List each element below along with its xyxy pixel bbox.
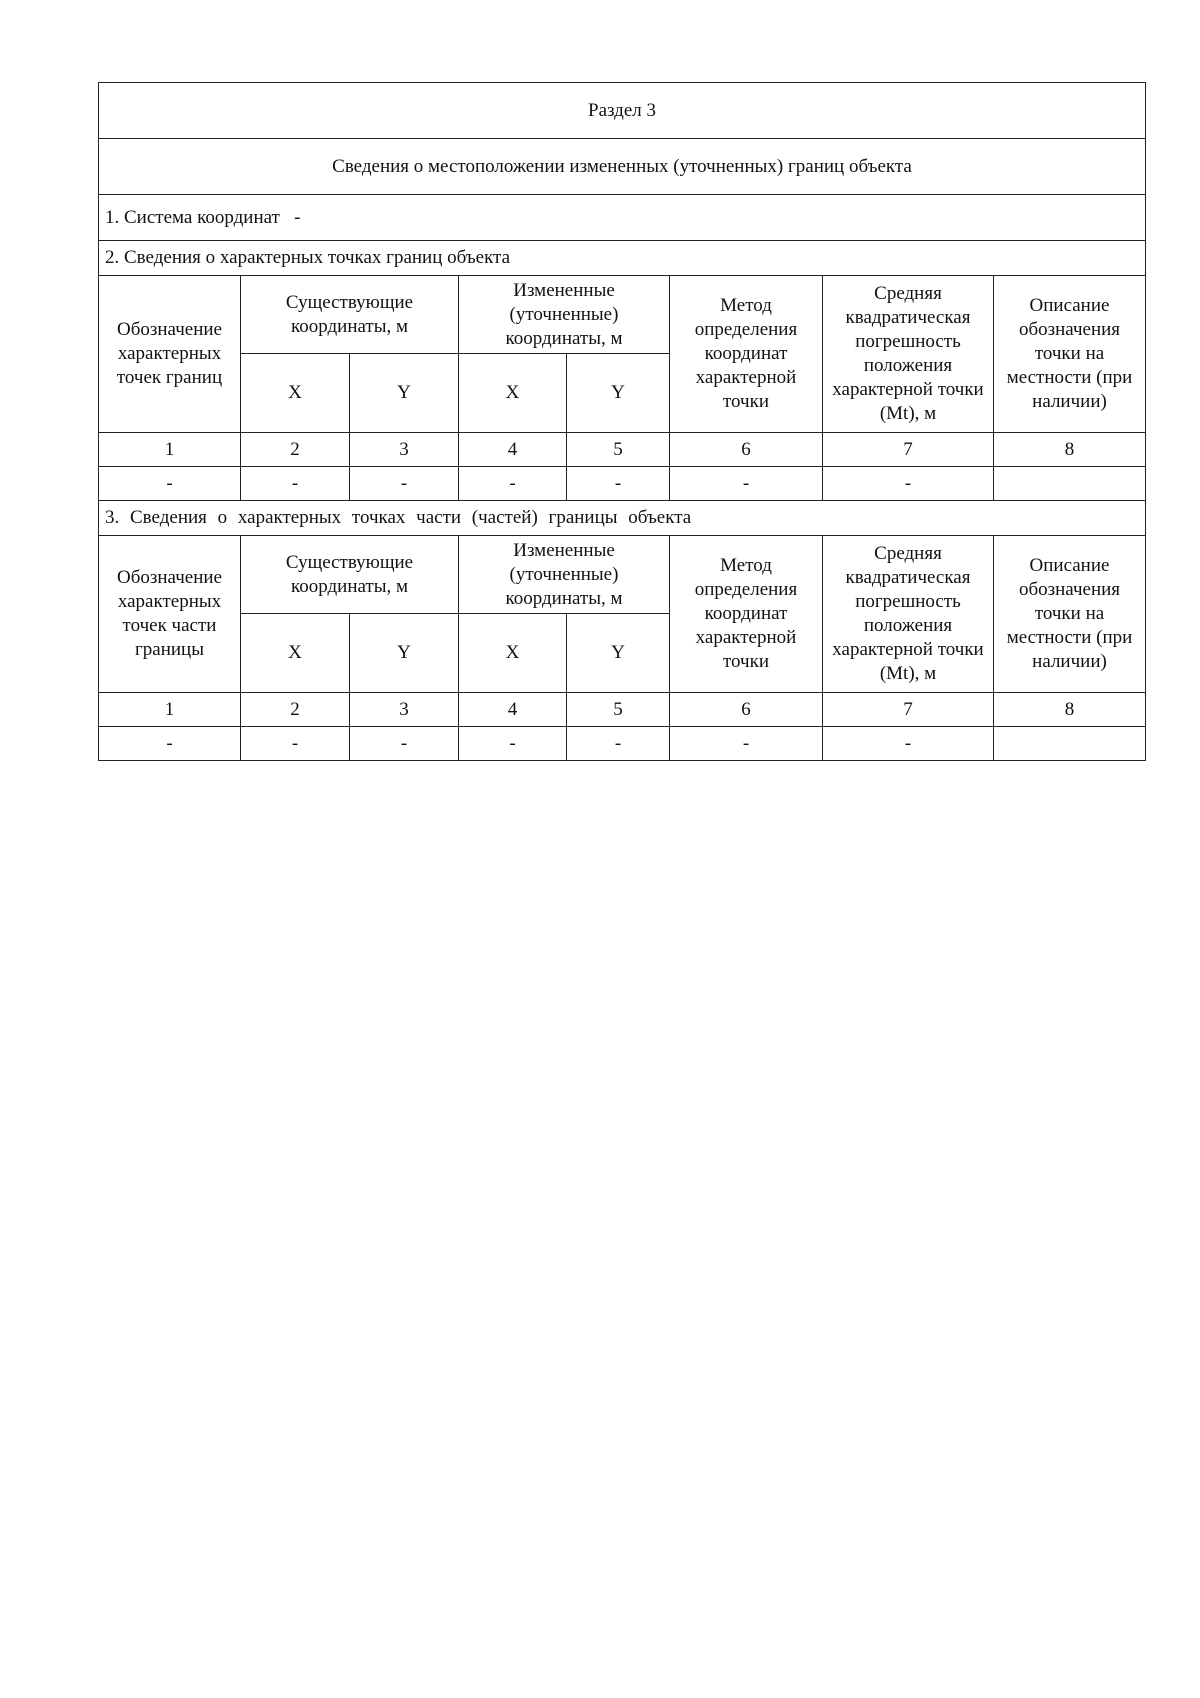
col-changed-x: X xyxy=(459,354,567,433)
table-cell: - xyxy=(350,727,459,761)
column-number: 4 xyxy=(459,693,567,727)
table-cell: - xyxy=(99,727,241,761)
coord-system-value: - xyxy=(294,206,301,228)
col-designation-header: Обозначение характерных точек границ xyxy=(99,276,241,433)
part-col-existing-y: Y xyxy=(350,614,459,693)
boundary-points-heading: 2. Сведения о характерных точках границ объекта xyxy=(99,241,1146,276)
col-method-header: Метод определения координат характерной точки xyxy=(670,276,823,433)
boundary-table xyxy=(98,82,1146,761)
section-subtitle: Сведения о местоположении измененных (уточненных) границ объекта xyxy=(99,139,1146,195)
column-number: 5 xyxy=(567,433,670,467)
table-cell: - xyxy=(567,727,670,761)
section-title: Раздел 3 xyxy=(99,83,1146,139)
column-number: 1 xyxy=(99,693,241,727)
column-number: 2 xyxy=(241,693,350,727)
column-number: 8 xyxy=(994,693,1146,727)
col-changed-header: Измененные (уточненные) координаты, м xyxy=(459,276,670,354)
col-existing-x: X xyxy=(241,354,350,433)
column-number: 3 xyxy=(350,433,459,467)
table-cell: - xyxy=(350,467,459,501)
column-number: 7 xyxy=(823,433,994,467)
table-cell: - xyxy=(459,727,567,761)
column-number-row xyxy=(99,433,1146,467)
part-col-designation-header: Обозначение характерных точек части границы xyxy=(99,536,241,693)
table-cell xyxy=(994,727,1146,761)
table-cell: - xyxy=(670,467,823,501)
table-row xyxy=(99,727,1146,761)
column-number: 7 xyxy=(823,693,994,727)
table-row xyxy=(99,467,1146,501)
table-cell: - xyxy=(670,727,823,761)
column-number: 3 xyxy=(350,693,459,727)
col-existing-y: Y xyxy=(350,354,459,433)
column-number: 2 xyxy=(241,433,350,467)
table-cell: - xyxy=(459,467,567,501)
column-number: 6 xyxy=(670,433,823,467)
column-number: 1 xyxy=(99,433,241,467)
table-cell: - xyxy=(241,727,350,761)
part-col-changed-header: Измененные (уточненные) координаты, м xyxy=(459,536,670,614)
column-number: 5 xyxy=(567,693,670,727)
table-cell: - xyxy=(567,467,670,501)
coord-system-row xyxy=(99,195,1146,241)
col-accuracy-header: Средняя квадратическая погрешность положения характерной точки (Mt), м xyxy=(823,276,994,433)
part-col-existing-header: Существующие координаты, м xyxy=(241,536,459,614)
table-cell xyxy=(994,467,1146,501)
column-number: 8 xyxy=(994,433,1146,467)
part-col-method-header: Метод определения координат характерной точки xyxy=(670,536,823,693)
table-cell: - xyxy=(241,467,350,501)
part-col-accuracy-header: Средняя квадратическая погрешность положения характерной точки (Mt), м xyxy=(823,536,994,693)
column-number: 4 xyxy=(459,433,567,467)
table-cell: - xyxy=(823,727,994,761)
col-changed-y: Y xyxy=(567,354,670,433)
part-col-changed-y: Y xyxy=(567,614,670,693)
part-column-number-row xyxy=(99,693,1146,727)
col-description-header: Описание обозначения точки на местности (при наличии) xyxy=(994,276,1146,433)
col-existing-header: Существующие координаты, м xyxy=(241,276,459,354)
column-number: 6 xyxy=(670,693,823,727)
table-cell: - xyxy=(823,467,994,501)
table-cell: - xyxy=(99,467,241,501)
part-col-description-header: Описание обозначения точки на местности (при наличии) xyxy=(994,536,1146,693)
part-col-changed-x: X xyxy=(459,614,567,693)
coord-system-label: 1. Система координат xyxy=(105,206,280,228)
section-3-sheet xyxy=(98,82,1145,761)
part-points-heading: 3. Сведения о характерных точках части (частей) границы объекта xyxy=(99,501,1146,536)
part-col-existing-x: X xyxy=(241,614,350,693)
